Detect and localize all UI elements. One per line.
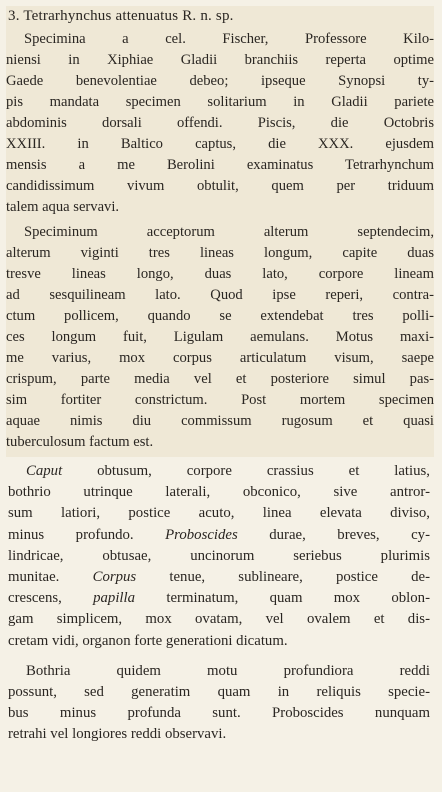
text-line: gam simplicem, mox ovatam, vel ovalem et dis- (8, 611, 430, 628)
italic-term: Proboscides (165, 526, 238, 543)
species-heading: 3. Tetrarhynchus attenuatus R. n. sp. (8, 8, 234, 24)
text-fragment: durae, breves, cy- (269, 526, 430, 543)
text-line: ctum pollicem, quando se extendebat tres polli- (6, 308, 434, 324)
text-fragment: terminatum, quam mox oblon- (166, 590, 430, 607)
lower-section (6, 461, 434, 746)
text-line: cretam vidi, organon forte generationi dicatum. (8, 632, 288, 649)
text-line: tuberculosum factum est. (6, 434, 154, 450)
text-line: sum latiori, postice acuto, linea elevata diviso, (8, 505, 430, 522)
text-line: bothrio utrinque laterali, obconico, sive antror- (8, 484, 430, 501)
text-line: aquae nimis diu commissum rugosum et quasi (6, 413, 434, 429)
text-line: crispum, parte media vel et posteriore simul pas- (6, 371, 434, 387)
text-fragment: munitae. (8, 569, 60, 586)
text-line: niensi in Xiphiae Gladii branchiis reperta optime (6, 52, 434, 68)
text-line: candidissimum vivum obtulit, quem per triduum (6, 178, 434, 194)
italic-term: Caput (26, 463, 63, 479)
text-line: Gaede benevolentiae debeo; ipseque Synopsi ty- (6, 73, 434, 89)
italic-term: Corpus (92, 569, 137, 586)
text-line: Bothria quidem motu profundiora reddi (26, 662, 430, 679)
text-line: retrahi vel longiores reddi observavi. (8, 726, 227, 743)
text-line: Specimina a cel. Fischer, Professore Kilo- (24, 31, 434, 47)
text-fragment: tenue, sublineare, postice de- (169, 569, 430, 586)
text-line: talem aqua servavi. (6, 199, 120, 215)
text-line: lindricae, obtusae, uncinorum seriebus plurimis (8, 547, 430, 564)
paragraph-4 (8, 661, 430, 746)
text-line: Speciminum acceptorum alterum septendecim, (24, 224, 434, 240)
italic-term: papilla (93, 590, 136, 607)
text-line: pis mandata specimen solitarium in Gladii pariete (6, 94, 434, 110)
text-line: mensis a me Berolini examinatus Tetrarhynchum (6, 157, 434, 173)
text-line (8, 567, 430, 588)
text-line: sim fortiter constrictum. Post mortem specimen (6, 392, 434, 408)
text-line (8, 588, 430, 609)
text-line: possunt, sed generatim quam in reliquis specie- (8, 684, 430, 701)
paragraph-1 (6, 29, 434, 218)
text-line: ces longum fuit, Ligulam aemulans. Motus maxi- (6, 329, 434, 345)
paragraph-2 (6, 222, 434, 453)
text-line: abdominis dorsali offendi. Piscis, die Octobris (6, 115, 434, 131)
paragraph-3 (8, 461, 430, 652)
text-line: ad sesquilineam lato. Quod ipse reperi, contra- (6, 287, 434, 303)
text-line (8, 461, 430, 482)
text-line: tresve lineas longo, duas lato, corpore lineam (6, 266, 434, 282)
text-fragment: minus profundo. (8, 526, 134, 543)
upper-section (6, 6, 434, 457)
text-line: me varius, mox corpus articulatum visum, saepe (6, 350, 434, 366)
text-line (8, 525, 430, 546)
text-line: alterum viginti tres lineas longum, capite duas (6, 245, 434, 261)
text-fragment: obtusum, corpore crassius et latius, (97, 463, 430, 479)
text-fragment: crescens, (8, 590, 62, 607)
text-line: bus minus profunda sunt. Proboscides nunquam (8, 705, 430, 722)
text-line: XXIII. in Baltico captus, die XXX. ejusdem (6, 136, 434, 152)
